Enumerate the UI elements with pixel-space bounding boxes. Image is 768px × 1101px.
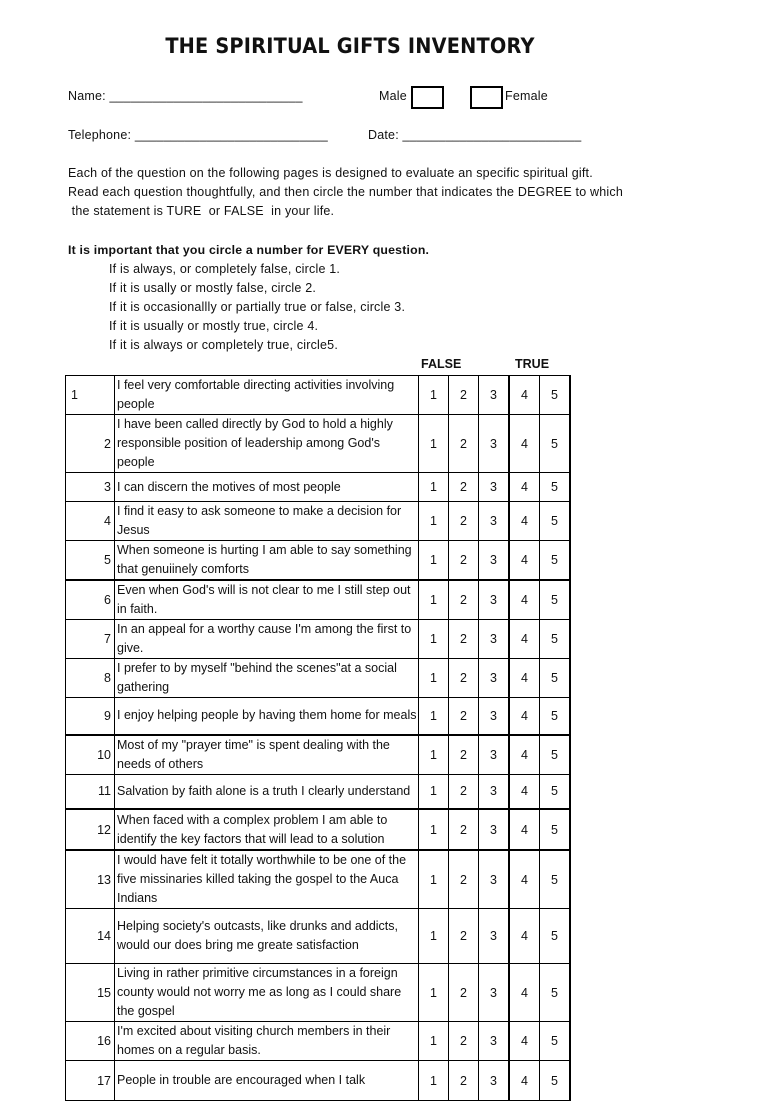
- rating-option-3[interactable]: 3: [479, 850, 510, 909]
- rating-option-3[interactable]: 3: [479, 659, 510, 698]
- rating-option-3[interactable]: 3: [479, 473, 510, 502]
- rating-option-1[interactable]: 1: [419, 698, 449, 735]
- page-title: THE SPIRITUAL GIFTS INVENTORY: [165, 34, 535, 58]
- table-row: [66, 620, 571, 659]
- rating-option-2[interactable]: 2: [449, 620, 479, 659]
- rating-option-5[interactable]: 5: [540, 620, 571, 659]
- rating-option-5[interactable]: 5: [540, 774, 571, 809]
- rating-option-2[interactable]: 2: [449, 376, 479, 415]
- question-number: 16: [66, 1022, 115, 1061]
- telephone-field[interactable]: Telephone: ___________________________: [68, 128, 328, 142]
- intro-line-2: Read each question thoughtfully, and then circle the number that indicates the DEGREE to which: [68, 185, 623, 199]
- question-number: 12: [66, 809, 115, 850]
- true-header: TRUE: [515, 357, 550, 371]
- rating-option-4[interactable]: 4: [509, 809, 540, 850]
- rating-option-5[interactable]: 5: [540, 809, 571, 850]
- table-row: [66, 850, 571, 909]
- question-number: 9: [66, 698, 115, 735]
- rating-option-3[interactable]: 3: [479, 502, 510, 541]
- rating-option-1[interactable]: 1: [419, 964, 449, 1022]
- table-row: [66, 541, 571, 581]
- table-row: [66, 909, 571, 964]
- rating-option-4[interactable]: 4: [509, 735, 540, 775]
- rating-option-2[interactable]: 2: [449, 541, 479, 581]
- rating-option-4[interactable]: 4: [509, 580, 540, 620]
- question-text: I enjoy helping people by having them home for meals: [115, 698, 419, 735]
- rating-option-5[interactable]: 5: [540, 1022, 571, 1061]
- rating-option-5[interactable]: 5: [540, 1061, 571, 1101]
- female-checkbox[interactable]: [470, 86, 503, 109]
- question-number: 4: [66, 502, 115, 541]
- question-text: When faced with a complex problem I am able to identify the key factors that will lead to a solution: [115, 809, 419, 850]
- question-number: 15: [66, 964, 115, 1022]
- rating-option-4[interactable]: 4: [509, 473, 540, 502]
- table-row: [66, 964, 571, 1022]
- table-row: [66, 376, 571, 415]
- female-label: Female: [505, 89, 548, 103]
- false-header: FALSE: [421, 357, 462, 371]
- table-row: [66, 1061, 571, 1101]
- table-row: [66, 502, 571, 541]
- rating-option-3[interactable]: 3: [479, 735, 510, 775]
- rating-option-1[interactable]: 1: [419, 659, 449, 698]
- rating-option-5[interactable]: 5: [540, 415, 571, 473]
- rating-option-2[interactable]: 2: [449, 698, 479, 735]
- question-number: 10: [66, 735, 115, 775]
- rating-option-3[interactable]: 3: [479, 809, 510, 850]
- rating-option-1[interactable]: 1: [419, 541, 449, 581]
- rating-option-5[interactable]: 5: [540, 541, 571, 581]
- rating-option-5[interactable]: 5: [540, 473, 571, 502]
- rating-option-4[interactable]: 4: [509, 774, 540, 809]
- rating-option-4[interactable]: 4: [509, 1061, 540, 1101]
- rating-option-3[interactable]: 3: [479, 541, 510, 581]
- rating-option-5[interactable]: 5: [540, 735, 571, 775]
- rating-option-2[interactable]: 2: [449, 909, 479, 964]
- question-text: Living in rather primitive circumstances in a foreign county would not worry me as long as I could share the gospel: [115, 964, 419, 1022]
- question-text: I find it easy to ask someone to make a decision for Jesus: [115, 502, 419, 541]
- rating-option-4[interactable]: 4: [509, 541, 540, 581]
- rating-option-3[interactable]: 3: [479, 580, 510, 620]
- name-field[interactable]: Name: ___________________________: [68, 89, 303, 103]
- rating-option-5[interactable]: 5: [540, 909, 571, 964]
- rating-option-1[interactable]: 1: [419, 580, 449, 620]
- rating-option-2[interactable]: 2: [449, 964, 479, 1022]
- rating-option-1[interactable]: 1: [419, 1022, 449, 1061]
- rating-option-4[interactable]: 4: [509, 698, 540, 735]
- table-row: [66, 1022, 571, 1061]
- rating-option-1[interactable]: 1: [419, 620, 449, 659]
- rating-option-1[interactable]: 1: [419, 502, 449, 541]
- question-text: Helping society's outcasts, like drunks and addicts, would our does bring me greate satisfaction: [115, 909, 419, 964]
- rating-option-4[interactable]: 4: [509, 415, 540, 473]
- rating-option-4[interactable]: 4: [509, 502, 540, 541]
- rating-option-2[interactable]: 2: [449, 659, 479, 698]
- rating-option-4[interactable]: 4: [509, 850, 540, 909]
- intro-line-3: the statement is TURE or FALSE in your life.: [68, 204, 335, 218]
- table-row: [66, 698, 571, 735]
- table-row: [66, 415, 571, 473]
- table-row: [66, 580, 571, 620]
- intro-line-1: Each of the question on the following pages is designed to evaluate an specific spiritual gift.: [68, 166, 593, 180]
- question-number: 2: [66, 415, 115, 473]
- rating-option-4[interactable]: 4: [509, 376, 540, 415]
- rating-option-1[interactable]: 1: [419, 909, 449, 964]
- question-number: 17: [66, 1061, 115, 1101]
- rating-option-2[interactable]: 2: [449, 809, 479, 850]
- rating-option-5[interactable]: 5: [540, 698, 571, 735]
- question-text: Even when God's will is not clear to me I still step out in faith.: [115, 580, 419, 620]
- rating-option-4[interactable]: 4: [509, 909, 540, 964]
- important-note: It is important that you circle a number for EVERY question.: [68, 243, 430, 257]
- rating-option-1[interactable]: 1: [419, 735, 449, 775]
- rating-option-5[interactable]: 5: [540, 580, 571, 620]
- rating-option-1[interactable]: 1: [419, 415, 449, 473]
- male-label: Male: [379, 89, 407, 103]
- question-number: 3: [66, 473, 115, 502]
- question-number: 8: [66, 659, 115, 698]
- rating-option-3[interactable]: 3: [479, 376, 510, 415]
- rating-option-3[interactable]: 3: [479, 964, 510, 1022]
- rating-option-4[interactable]: 4: [509, 620, 540, 659]
- rating-option-4[interactable]: 4: [509, 1022, 540, 1061]
- rating-option-1[interactable]: 1: [419, 850, 449, 909]
- question-number: 5: [66, 541, 115, 581]
- question-text: I can discern the motives of most people: [115, 473, 419, 502]
- table-row: [66, 774, 571, 809]
- question-number: 1: [66, 376, 115, 415]
- rule-1: If is always, or completely false, circle 1.: [109, 262, 341, 276]
- rule-3: If it is occasionallly or partially true or false, circle 3.: [109, 300, 406, 314]
- table-row: [66, 809, 571, 850]
- question-number: 11: [66, 774, 115, 809]
- rating-option-2[interactable]: 2: [449, 473, 479, 502]
- question-text: I would have felt it totally worthwhile to be one of the five missinaries killed taking the gospel to the Auca Indians: [115, 850, 419, 909]
- inventory-table: [65, 375, 571, 1101]
- rating-option-1[interactable]: 1: [419, 376, 449, 415]
- rating-option-5[interactable]: 5: [540, 502, 571, 541]
- question-text: Salvation by faith alone is a truth I clearly understand: [115, 774, 419, 809]
- rating-option-3[interactable]: 3: [479, 698, 510, 735]
- rating-option-3[interactable]: 3: [479, 1022, 510, 1061]
- rating-option-3[interactable]: 3: [479, 774, 510, 809]
- rule-2: If it is usally or mostly false, circle 2.: [109, 281, 317, 295]
- question-text: I'm excited about visiting church members in their homes on a regular basis.: [115, 1022, 419, 1061]
- rating-option-2[interactable]: 2: [449, 415, 479, 473]
- question-number: 7: [66, 620, 115, 659]
- rating-option-5[interactable]: 5: [540, 659, 571, 698]
- rating-option-3[interactable]: 3: [479, 909, 510, 964]
- rating-option-2[interactable]: 2: [449, 1061, 479, 1101]
- question-text: When someone is hurting I am able to say something that genuiinely comforts: [115, 541, 419, 581]
- rating-option-1[interactable]: 1: [419, 809, 449, 850]
- question-text: I feel very comfortable directing activities involving people: [115, 376, 419, 415]
- rating-option-5[interactable]: 5: [540, 376, 571, 415]
- question-number: 13: [66, 850, 115, 909]
- table-row: [66, 659, 571, 698]
- table-row: [66, 473, 571, 502]
- male-checkbox[interactable]: [411, 86, 444, 109]
- rule-5: If it is always or completely true, circle5.: [109, 338, 339, 352]
- rating-option-4[interactable]: 4: [509, 964, 540, 1022]
- rating-option-3[interactable]: 3: [479, 415, 510, 473]
- rating-option-5[interactable]: 5: [540, 964, 571, 1022]
- question-text: In an appeal for a worthy cause I'm among the first to give.: [115, 620, 419, 659]
- question-text: People in trouble are encouraged when I talk: [115, 1061, 419, 1101]
- question-text: Most of my "prayer time" is spent dealing with the needs of others: [115, 735, 419, 775]
- rating-option-1[interactable]: 1: [419, 473, 449, 502]
- rating-option-2[interactable]: 2: [449, 774, 479, 809]
- rating-option-3[interactable]: 3: [479, 1061, 510, 1101]
- rating-option-2[interactable]: 2: [449, 1022, 479, 1061]
- question-number: 14: [66, 909, 115, 964]
- rating-option-4[interactable]: 4: [509, 659, 540, 698]
- question-number: 6: [66, 580, 115, 620]
- rating-option-3[interactable]: 3: [479, 620, 510, 659]
- table-row: [66, 735, 571, 775]
- rating-option-2[interactable]: 2: [449, 735, 479, 775]
- rule-4: If it is usually or mostly true, circle 4.: [109, 319, 319, 333]
- question-text: I have been called directly by God to hold a highly responsible position of leadership among God's people: [115, 415, 419, 473]
- question-text: I prefer to by myself "behind the scenes"at a social gathering: [115, 659, 419, 698]
- rating-option-2[interactable]: 2: [449, 580, 479, 620]
- rating-option-1[interactable]: 1: [419, 774, 449, 809]
- date-field[interactable]: Date: _________________________: [368, 128, 582, 142]
- rating-option-2[interactable]: 2: [449, 502, 479, 541]
- rating-option-5[interactable]: 5: [540, 850, 571, 909]
- rating-option-2[interactable]: 2: [449, 850, 479, 909]
- rating-option-1[interactable]: 1: [419, 1061, 449, 1101]
